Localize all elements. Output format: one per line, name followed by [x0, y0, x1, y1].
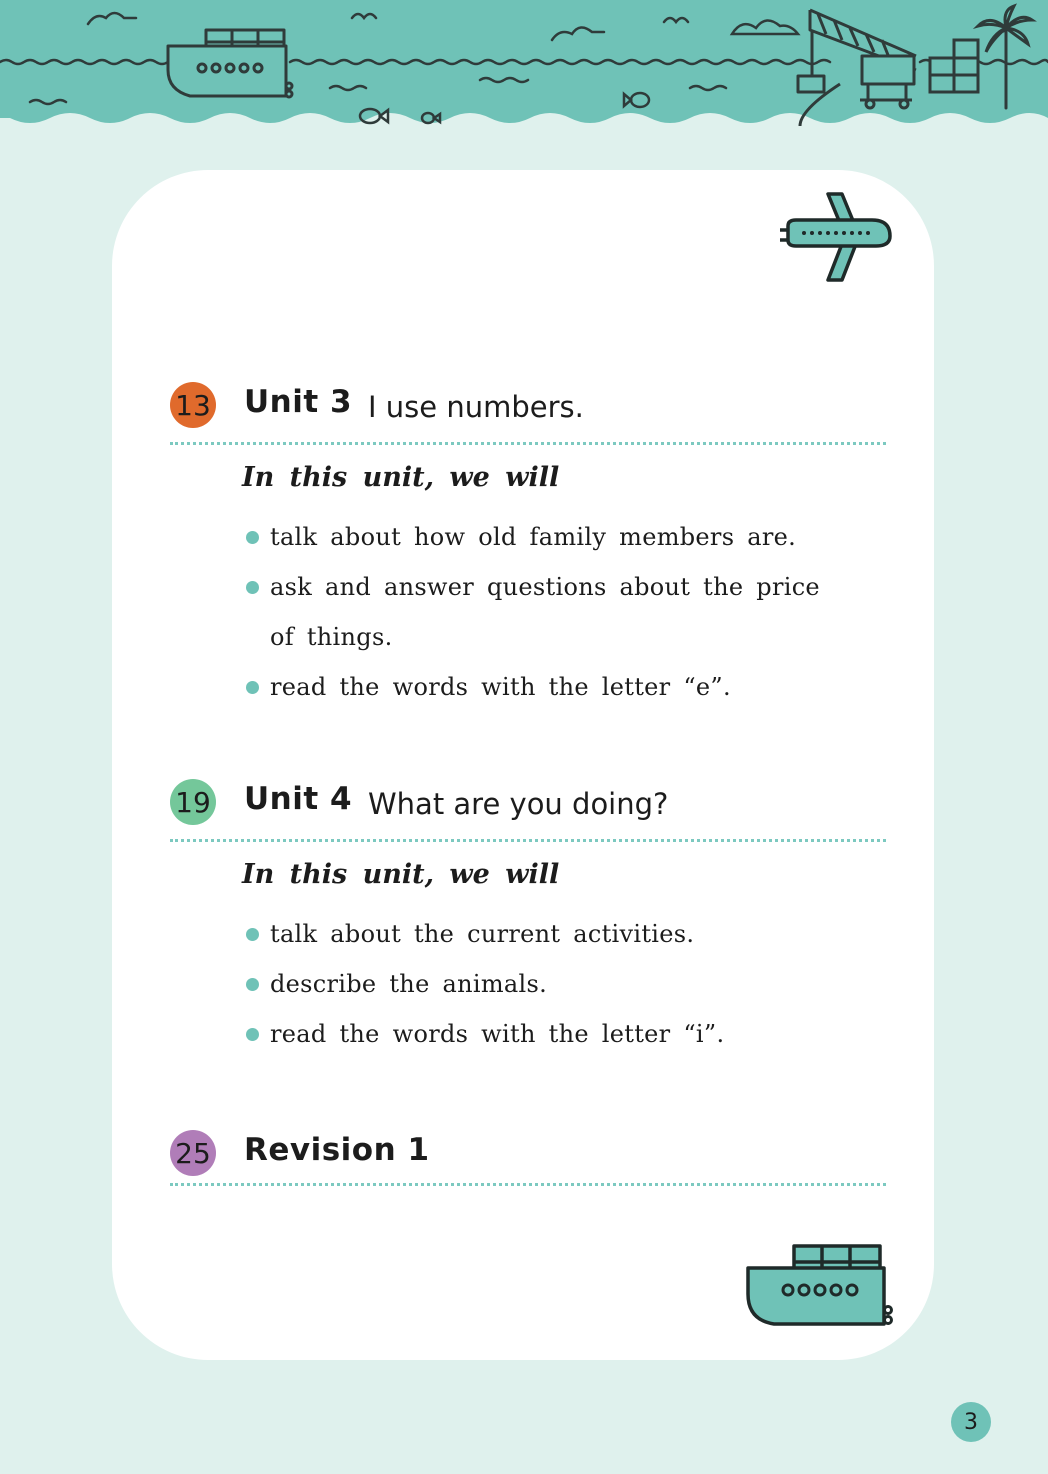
airplane-icon — [780, 186, 896, 286]
unit-label[interactable]: Unit 3 — [244, 384, 353, 420]
list-item: describe the animals. — [244, 959, 854, 1009]
goal-list — [244, 909, 854, 1059]
revision-1-section — [170, 1128, 886, 1180]
bullet-icon — [246, 978, 259, 991]
goal-list — [244, 512, 854, 712]
list-item: read the words with the letter “e”. — [244, 662, 854, 712]
bullet-icon — [246, 531, 259, 544]
list-item: ask and answer questions about the price of things. — [244, 562, 854, 662]
unit-3-section — [170, 380, 886, 701]
unit-title[interactable]: I use numbers. — [368, 390, 584, 424]
unit-title[interactable]: What are you doing? — [368, 787, 669, 821]
list-item: talk about how old family members are. — [244, 512, 854, 562]
content-card — [112, 170, 934, 1360]
unit-4-section — [170, 777, 886, 1048]
page-badge-13[interactable]: 13 — [170, 382, 216, 428]
unit-intro: In this unit, we will — [242, 462, 560, 493]
list-item: read the words with the letter “i”. — [244, 1009, 854, 1059]
dotted-divider — [170, 442, 886, 445]
page-number: 3 — [951, 1402, 991, 1442]
bullet-icon — [246, 928, 259, 941]
page-badge-19[interactable]: 19 — [170, 779, 216, 825]
ocean-banner — [0, 0, 1048, 145]
unit-intro: In this unit, we will — [242, 859, 560, 890]
list-item: talk about the current activities. — [244, 909, 854, 959]
dotted-divider — [170, 1183, 886, 1186]
ship-icon — [740, 1240, 900, 1332]
bullet-icon — [246, 681, 259, 694]
unit-label[interactable]: Unit 4 — [244, 781, 353, 817]
bullet-icon — [246, 581, 259, 594]
revision-label[interactable]: Revision 1 — [244, 1132, 430, 1168]
bullet-icon — [246, 1028, 259, 1041]
dotted-divider — [170, 839, 886, 842]
page-badge-25[interactable]: 25 — [170, 1130, 216, 1176]
